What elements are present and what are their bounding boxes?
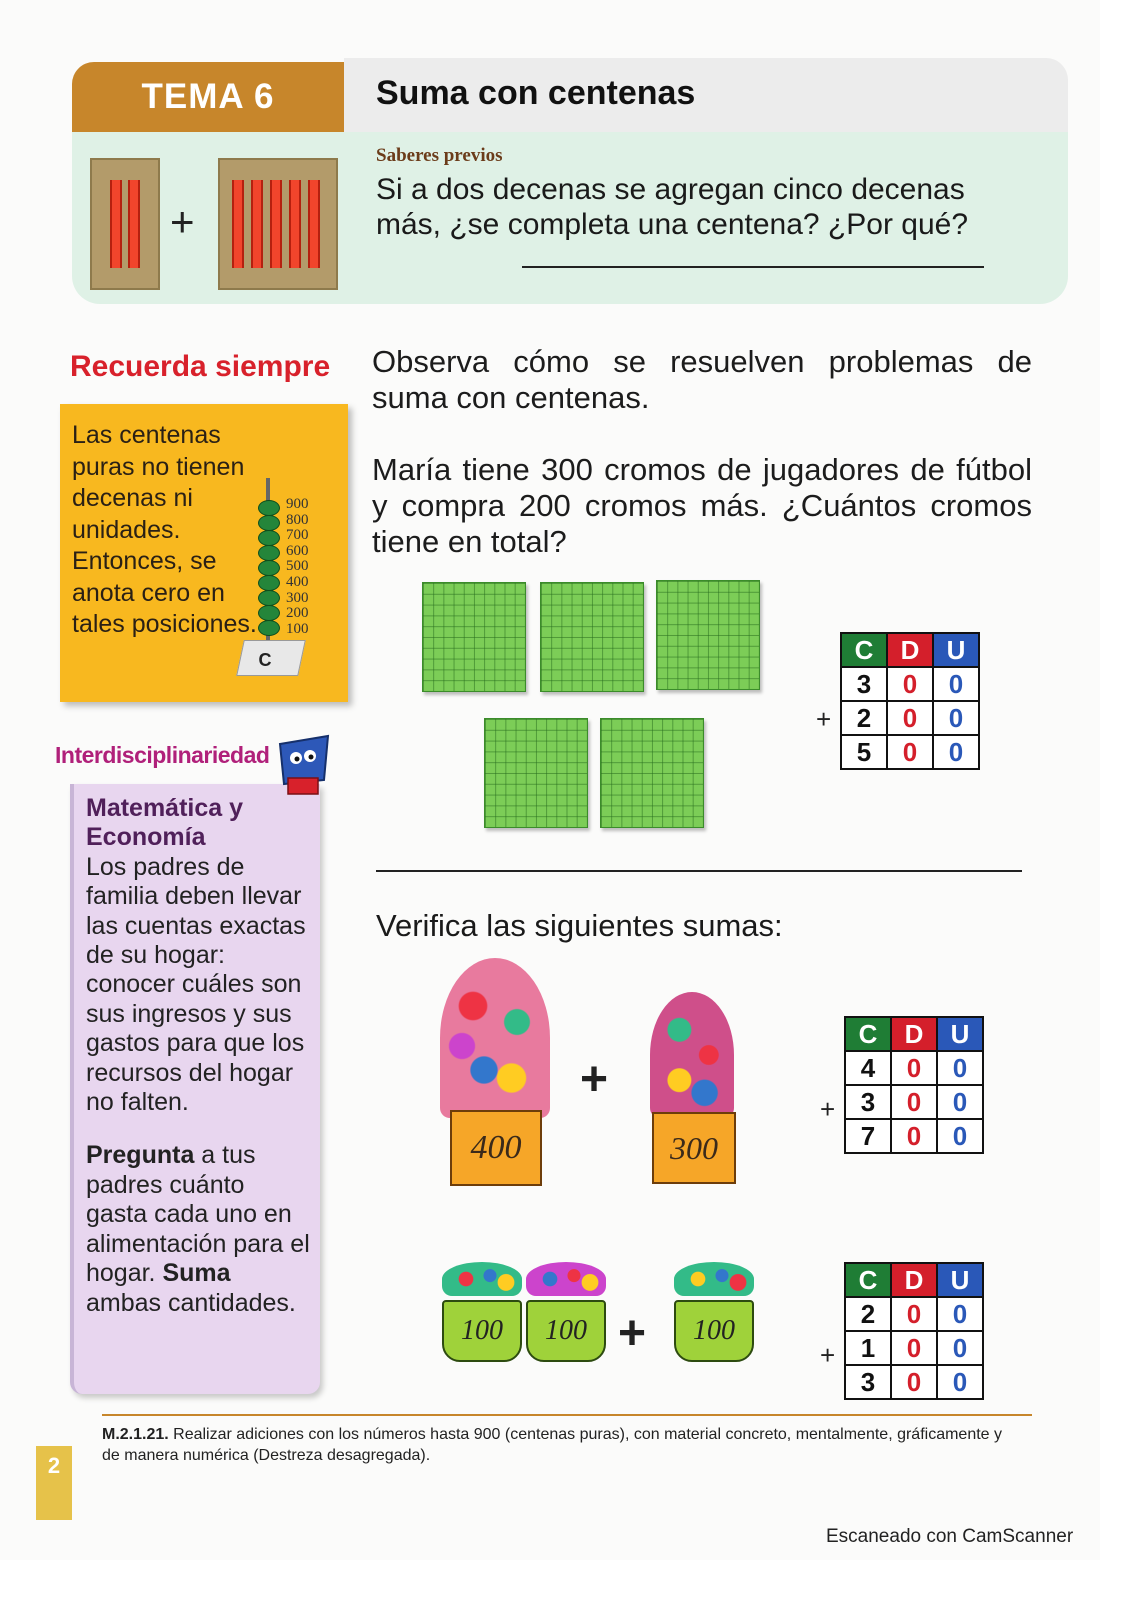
table-1-plus: + — [816, 704, 832, 734]
cell: 3 — [841, 667, 887, 701]
inter-paragraph-2b: ambas cantidades. — [86, 1288, 296, 1317]
cdu-table-1 — [840, 632, 980, 770]
abacus-bead — [258, 605, 280, 621]
recuerda-title: Recuerda siempre — [70, 350, 331, 383]
two-tens-rods-icon — [90, 158, 160, 290]
header-u: U — [933, 633, 979, 667]
hundred-flat-block — [600, 718, 704, 828]
cell: 5 — [841, 735, 887, 769]
cell: 2 — [841, 701, 887, 735]
header-d: D — [887, 633, 933, 667]
inter-paragraph-2 — [86, 1141, 312, 1317]
page-number: 2 — [36, 1446, 72, 1520]
jar-label-300: 300 — [652, 1112, 736, 1184]
footer-code: M.2.1.21. — [102, 1426, 169, 1443]
abacus-bead — [258, 620, 280, 636]
candy-pile-icon — [674, 1262, 754, 1296]
cell: 0 — [937, 1331, 983, 1365]
bucket-100-2: 100 — [526, 1300, 606, 1362]
abacus-bead — [258, 545, 280, 561]
verifica-text: Verifica las siguientes sumas: — [376, 908, 783, 943]
cell: 4 — [845, 1051, 891, 1085]
cell: 3 — [845, 1365, 891, 1399]
cell: 0 — [937, 1051, 983, 1085]
table-2-plus: + — [820, 1094, 836, 1124]
cell: 0 — [891, 1051, 937, 1085]
cell: 3 — [845, 1085, 891, 1119]
abacus-bead — [258, 500, 280, 516]
answer-line[interactable] — [522, 266, 984, 268]
header-u: U — [937, 1263, 983, 1297]
cell: 0 — [887, 735, 933, 769]
bucket-100-3: 100 — [674, 1300, 754, 1362]
cell: 0 — [937, 1365, 983, 1399]
footer-line — [102, 1414, 1032, 1416]
five-tens-rods-icon — [218, 158, 338, 290]
suma-bold: Suma — [162, 1259, 231, 1288]
hundred-flat-block — [422, 582, 526, 692]
candy-pile-icon — [650, 992, 734, 1118]
cell: 0 — [887, 667, 933, 701]
cell: 0 — [887, 701, 933, 735]
header-u: U — [937, 1017, 983, 1051]
footer-text — [102, 1424, 1022, 1466]
cell: 7 — [845, 1119, 891, 1153]
problem-text: María tiene 300 cromos de jugadores de fútbol y compra 200 cromos más. ¿Cuántos cromos tiene en total? — [372, 452, 1032, 559]
section-divider — [376, 870, 1022, 872]
jar-label-400: 400 — [450, 1110, 542, 1186]
recuerda-text: Las centenas puras no tienen decenas ni unidades. Entonces, se anota cero en tales posiciones. — [72, 421, 257, 638]
observa-text: Observa cómo se resuelven problemas de suma con centenas. — [372, 344, 1032, 415]
abacus-bead — [258, 590, 280, 606]
cell: 1 — [845, 1331, 891, 1365]
page-title: Suma con centenas — [376, 74, 696, 112]
header-c: C — [845, 1263, 891, 1297]
header-d: D — [891, 1263, 937, 1297]
table-3-plus: + — [820, 1340, 836, 1370]
cell: 0 — [891, 1119, 937, 1153]
interdisciplinariedad-title: Interdisciplinariedad — [55, 742, 270, 768]
abacus-bead — [258, 515, 280, 531]
abacus-bead — [258, 530, 280, 546]
tema-label: TEMA 6 — [141, 77, 275, 116]
saberes-previos-label: Saberes previos — [376, 145, 503, 166]
header-c: C — [845, 1017, 891, 1051]
bucket-100-1: 100 — [442, 1300, 522, 1362]
cdu-table-3 — [844, 1262, 984, 1400]
pregunta-bold: Pregunta — [86, 1141, 195, 1170]
hundred-flat-block — [484, 718, 588, 828]
scanner-watermark: Escaneado con CamScanner — [826, 1526, 1074, 1547]
cell: 0 — [891, 1297, 937, 1331]
cell: 0 — [933, 735, 979, 769]
hundred-flat-block — [656, 580, 760, 690]
candy-plus-1: + — [580, 1053, 609, 1106]
abacus-values: 900 800 700 600 500 400 300 200 100 — [286, 496, 309, 637]
book-mascot-icon — [274, 730, 334, 800]
cdu-table-2 — [844, 1016, 984, 1154]
cell: 0 — [937, 1119, 983, 1153]
cell: 0 — [933, 667, 979, 701]
inter-paragraph-2a: a tus padres cuánto gasta cada uno en alimentación para el hogar. — [86, 1141, 310, 1288]
footer-description: Realizar adiciones con los números hasta 900 (centenas puras), con material concreto, mentalmente, gráficamente y de manera numérica (Destreza desagregada). — [102, 1426, 1003, 1464]
cell: 0 — [891, 1331, 937, 1365]
candy-pile-icon — [440, 958, 550, 1118]
cell: 0 — [937, 1085, 983, 1119]
hundred-flat-block — [540, 582, 644, 692]
candy-pile-icon — [442, 1262, 522, 1296]
cell: 0 — [891, 1365, 937, 1399]
cell: 0 — [937, 1297, 983, 1331]
candy-pile-icon — [526, 1262, 606, 1296]
saberes-question: Si a dos decenas se agregan cinco decenas más, ¿se completa una centena? ¿Por qué? — [376, 173, 969, 241]
plus-sign: + — [170, 198, 195, 245]
abacus-label: C — [258, 650, 272, 670]
abacus-bead — [258, 575, 280, 591]
cell: 0 — [891, 1085, 937, 1119]
candy-plus-2: + — [618, 1307, 647, 1360]
cell: 2 — [845, 1297, 891, 1331]
abacus-bead — [258, 560, 280, 576]
interdisciplinariedad-text — [86, 794, 312, 1318]
header-d: D — [891, 1017, 937, 1051]
inter-paragraph-1: Los padres de familia deben llevar las cuentas exactas de su hogar: conocer cuáles son sus ingresos y sus gastos para que los recursos del hogar no falten. — [86, 852, 306, 1117]
inter-heading: Matemática y Economía — [86, 794, 244, 852]
cell: 0 — [933, 701, 979, 735]
header-c: C — [841, 633, 887, 667]
